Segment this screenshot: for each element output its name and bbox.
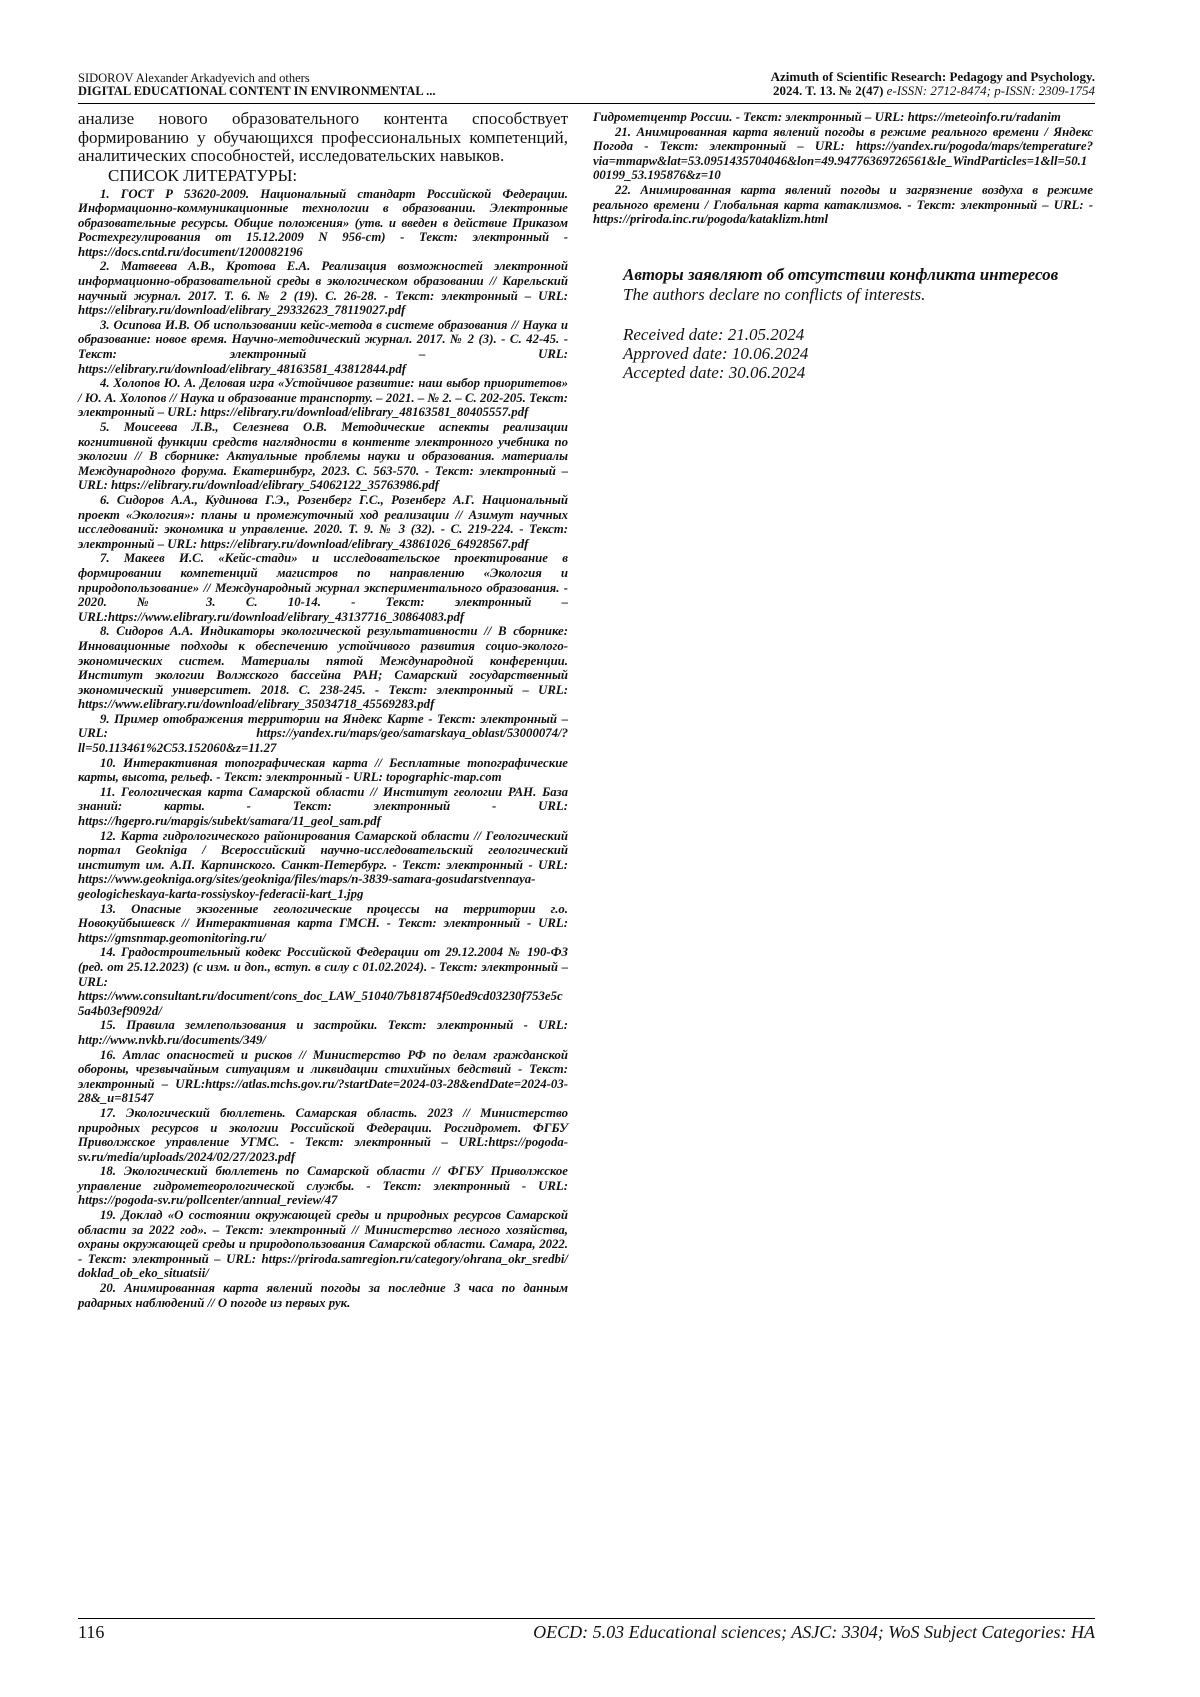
reference-item: 16. Атлас опасностей и рисков // Министерство РФ по делам гражданской обороны, чрезвычайным ситуациям и ликвидации стихийных бедствий - Текст: электронный – URL:https://atlas.mchs.gov.ru/?startDate=2024-03-28&endDate=2024-03-28&_u=81547 <box>78 1047 568 1106</box>
reference-item: 4. Холопов Ю. А. Деловая игра «Устойчивое развитие: наш выбор приоритетов» / Ю. А. Холопов // Наука и образование транспорту. – 2021. – № 2. – С. 202-205. Текст: электронный – URL: https://elibrary.ru/download/elibrary_48163581_80405557.pdf <box>78 376 568 420</box>
reference-item: 11. Геологическая карта Самарской области // Институт геологии РАН. База знаний: карты. - Текст: электронный - URL: https://hgepro.ru/mapgis/subekt/samara/11_geol_sam.pdf <box>78 784 568 829</box>
running-header-right <box>615 70 1095 98</box>
reference-item: 20. Анимированная карта явлений погоды за последние 3 часа по данным радарных наблюдений // О погоде из первых рук. <box>78 1281 568 1310</box>
references-heading: СПИСОК ЛИТЕРАТУРЫ: <box>108 165 298 185</box>
conflict-statement-ru: Авторы заявляют об отсутствии конфликта интересов <box>623 264 1059 284</box>
running-header-left <box>78 72 598 98</box>
conflict-statement <box>593 265 1093 305</box>
reference-item: 14. Градостроительный кодекс Российской Федерации от 29.12.2004 № 190-ФЗ (ред. от 25.12.2023) (с изм. и доп., вступ. в силу с 01.02.2024). - Текст: электронный – URL: https://www.consultant.ru/document/cons_doc_LAW_51040/7b81874f50ed9cd03230f753e5c5a4b03ef9092d/ <box>78 945 568 1018</box>
reference-item: 6. Сидоров А.А., Кудинова Г.Э., Розенберг Г.С., Розенберг А.Г. Национальный проект «Экология»: планы и промежуточный ход реализации // Азимут научных исследований: экономика и управление. 2020. Т. 9. № 3 (32). - С. 219-224. - Текст: электронный – URL: https://elibrary.ru/download/elibrary_43861026_64928567.pdf <box>78 492 568 551</box>
accepted-date: Accepted date: 30.06.2024 <box>623 362 806 382</box>
header-article-title: DIGITAL EDUCATIONAL CONTENT IN ENVIRONMENTAL ... <box>78 84 436 98</box>
approved-date: Approved date: 10.06.2024 <box>623 343 809 363</box>
conflict-statement-en: The authors declare no conflicts of interests. <box>623 284 926 304</box>
reference-item: 17. Экологический бюллетень. Самарская область. 2023 // Министерство природных ресурсов и экологии Российской Федерации. Росгидромет. ФГБУ Приволжское управление УГМС. - Текст: электронный – URL:https://pogoda-sv.ru/media/uploads/2024/02/27/2023.pdf <box>78 1105 568 1164</box>
reference-item: 9. Пример отображения территории на Яндекс Карте - Текст: электронный – URL: https://yandex.ru/maps/geo/samarskaya_oblast/53000074/?ll=50.113461%2C53.152060&z=11.27 <box>78 711 568 756</box>
reference-item: 22. Анимированная карта явлений погоды и загрязнение воздуха в режиме реального времени / Глобальная карта катаклизмов. - Текст: электронный – URL: - https://priroda.inc.ru/pogoda/kataklizm.html <box>593 182 1093 227</box>
header-volume: 2024. T. 13. № 2(47) <box>772 83 884 98</box>
reference-item: Гидрометцентр России. - Текст: электронный – URL: https://meteoinfo.ru/radanim <box>593 110 1061 124</box>
reference-item: 3. Осипова И.В. Об использовании кейс-метода в системе образования // Наука и образование: новое время. Научно-методический журнал. 2017. № 2 (3). - С. 42-45. - Текст: электронный – URL: https://elibrary.ru/download/elibrary_48163581_43812844.pdf <box>78 317 568 376</box>
article-dates <box>623 325 1093 382</box>
reference-item: 12. Карта гидрологического районирования Самарской области // Геологический портал Geokniga / Всероссийский научно-исследовательский геологический институт им. А.П. Карпинского. Санкт-Петербург. - Текст: электронный - URL: https://www.geokniga.org/sites/geokniga/files/maps/n-3839-samara-gosudarstvennaya-geologicheskaya-karta-rossiyskoy-federacii-kart_1.jpg <box>78 828 568 901</box>
left-column <box>78 110 568 1310</box>
subject-classification: OECD: 5.03 Educational sciences; ASJC: 3304; WoS Subject Categories: HA <box>533 1622 1095 1642</box>
references-list-continued <box>593 110 1093 227</box>
header-issn: e-ISSN: 2712-8474; p-ISSN: 2309-1754 <box>886 83 1095 98</box>
header-authors: SIDOROV Alexander Arkadyevich and others <box>78 71 310 85</box>
references-list <box>78 187 568 1311</box>
reference-item: 21. Анимированная карта явлений погоды в режиме реального времени / Яндекс Погода - Текст: электронный – URL: https://yandex.ru/pogoda/maps/temperature?via=mmapw&lat=53.0951435704046&lon=49.94776369726561&le_WindParticles=1&ll=50.100199_53.195876&z=10 <box>593 124 1093 183</box>
page-number: 116 <box>78 1622 105 1642</box>
reference-item: 5. Моисеева Л.В., Селезнева О.В. Методические аспекты реализации когнитивной функции средств наглядности в контенте электронного учебника по экологии // В сборнике: Актуальные проблемы науки и образования. материалы Международного форума. Екатеринбург, 2023. С. 563-570. - Текст: электронный – URL: https://elibrary.ru/download/elibrary_54062122_35763986.pdf <box>78 420 568 493</box>
received-date: Received date: 21.05.2024 <box>623 324 805 344</box>
reference-item: 19. Доклад «О состоянии окружающей среды и природных ресурсов Самарской области за 2022 год». – Текст: электронный // Министерство лесного хозяйства, охраны окружающей среды и природопользования Самарской области. Самара, 2022. - Текст: электронный – URL: https://priroda.samregion.ru/category/ohrana_okr_sredbi/ doklad_ob_eko_situatsii/ <box>78 1208 568 1281</box>
header-rule <box>78 103 1095 104</box>
right-column <box>593 110 1093 382</box>
reference-item: 10. Интерактивная топографическая карта // Бесплатные топографические карты, высота, рельеф. - Текст: электронный - URL: topographic-map.com <box>78 755 568 785</box>
reference-item: 8. Сидоров А.А. Индикаторы экологической результативности // В сборнике: Инновационные подходы к обеспечению устойчивого развития социо-эколого-экономических систем. Материалы пятой Международной конференции. Институт экологии Волжского бассейна РАН; Самарский государственный экономический университет. 2018. С. 238-245. - Текст: электронный – URL: https://www.elibrary.ru/download/elibrary_35034718_45569283.pdf <box>78 624 568 712</box>
footer-rule <box>78 1618 1095 1619</box>
header-journal: Azimuth of Scientific Research: Pedagogy and Psychology. <box>770 69 1095 84</box>
reference-item: 18. Экологический бюллетень по Самарской области // ФГБУ Приволжское управление гидрометеорологической службы. - Текст: электронный - URL: https://pogoda-sv.ru/pollcenter/annual_review/47 <box>78 1164 568 1208</box>
reference-item: 15. Правила землепользования и застройки. Текст: электронный - URL: http://www.nvkb.ru/documents/349/ <box>78 1018 568 1047</box>
reference-item: 7. Макеев И.С. «Кейс-стади» и исследовательское проектирование в формировании компетенций магистров по направлению «Экология и природопользование» // Международный журнал экспериментального образования. - 2020. № 3. С. 10-14. - Текст: электронный – URL:https://www.elibrary.ru/download/elibrary_43137716_30864083.pdf <box>78 551 568 624</box>
reference-item: 13. Опасные экзогенные геологические процессы на территории г.о. Новокуйбышевск // Интерактивная карта ГМСН. - Текст: электронный - URL: https://gmsnmap.geomonitoring.ru/ <box>78 901 568 945</box>
reference-item: 2. Матвеева А.В., Кротова Е.А. Реализация возможностей электронной информационно-образовательной среды в экологическом образовании // Карельский научный журнал. 2017. Т. 6. № 2 (19). С. 26-28. - Текст: электронный – URL: https://elibrary.ru/download/elibrary_29332623_78119027.pdf <box>78 259 568 318</box>
reference-item: 1. ГОСТ Р 53620-2009. Национальный стандарт Российской Федерации. Информационно-коммуникационные технологии в образовании. Электронные образовательные ресурсы. Общие положения» (утв. и введен в действие Приказом Ростехрегулирования от 15.12.2009 N 956-ст) - Текст: электронный - https://docs.cntd.ru/document/1200082196 <box>78 186 568 259</box>
intro-paragraph: анализе нового образовательного контента способствует формированию у обучающихся профессиональных компетенций, аналитических способностей, исследовательских навыков. <box>78 109 568 165</box>
